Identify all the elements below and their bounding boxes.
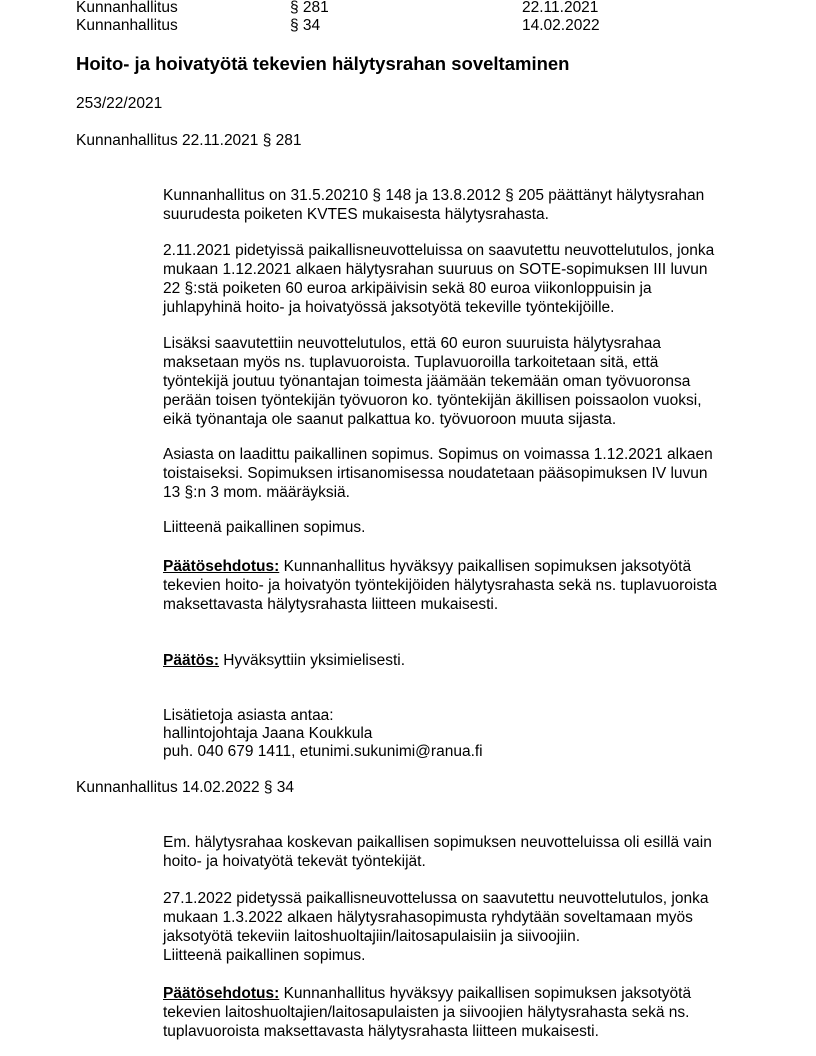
- meeting1-heading: Kunnanhallitus 22.11.2021 § 281: [76, 132, 302, 149]
- header-date-1: 22.11.2021: [522, 0, 599, 16]
- meeting2-heading: Kunnanhallitus 14.02.2022 § 34: [76, 779, 295, 796]
- proposal-label: Päätösehdotus:: [163, 985, 280, 1002]
- document-title: Hoito- ja hoivatyötä tekevien hälytysrahan soveltaminen: [76, 53, 570, 74]
- header-section-2: § 34: [290, 17, 321, 34]
- meeting1-paragraph-1: Kunnanhallitus on 31.5.20210 § 148 ja 13.8.2012 § 205 päättänyt hälytysrahan suurudesta poiketen KVTES mukaisesta hälytysrahasta.: [163, 187, 705, 223]
- meeting2-proposal: [163, 984, 691, 1041]
- case-number: 253/22/2021: [76, 95, 163, 112]
- decision-label: Päätös:: [163, 652, 219, 669]
- meeting2-paragraph-1: Em. hälytysrahaa koskevan paikallisen sopimuksen neuvotteluissa oli esillä vain hoito- ja hoivatyötä tekevät työntekijät.: [163, 834, 712, 870]
- meeting1-paragraph-4: Asiasta on laadittu paikallinen sopimus. Sopimus on voimassa 1.12.2021 alkaen toistaiseksi. Sopimuksen irtisanomisessa noudatetaan pääsopimuksen IV luvun 13 §:n 3 mom. määräyksiä.: [163, 446, 713, 501]
- meeting1-proposal: [163, 557, 717, 614]
- proposal-label: Päätösehdotus:: [163, 558, 280, 575]
- meeting1-paragraph-2: 2.11.2021 pidetyissä paikallisneuvotteluissa on saavutettu neuvottelutulos, jonka mukaan 1.12.2021 alkaen hälytysrahan suuruus on SOTE-sopimuksen III luvun 22 §:stä poiketen 60 euroa arkipäivisin sekä 80 euroa viikonloppuisin ja juhlapyhinä hoito- ja hoivatyössä jaksotyötä tekeville työntekijöille.: [163, 242, 715, 316]
- meeting1-contact: Lisätietoja asiasta antaa: hallintojohtaja Jaana Koukkula puh. 040 679 1411, etunimi.sukunimi@ranua.fi: [163, 707, 483, 760]
- header-body-1: Kunnanhallitus: [76, 0, 178, 16]
- meeting1-paragraph-3: Lisäksi saavutettiin neuvottelutulos, että 60 euron suuruista hälytysrahaa maksetaan myös ns. tuplavuoroista. Tuplavuoroilla tarkoitetaan sitä, että työntekijä joutuu työnantajan toimesta jäämään tekemään oman työvuoronsa perään toisen työntekijän työvuoron ko. työntekijän äkillisen poissaolon vuoksi, eikä työnantaja ole saanut palkattua ko. työvuoroon muuta sijasta.: [163, 335, 702, 428]
- header-section-1: § 281: [290, 0, 329, 16]
- header-date-2: 14.02.2022: [522, 17, 600, 34]
- decision-text: Hyväksyttiin yksimielisesti.: [219, 652, 406, 669]
- meeting1-decision: [163, 651, 405, 670]
- proposal-text: Kunnanhallitus hyväksyy paikallisen sopimuksen jaksotyötä tekevien hoito- ja hoivatyön työntekijöiden hälytysrahasta sekä ns. tuplavuoroista maksettavasta hälytysrahasta liitteen mukaisesti.: [163, 558, 718, 613]
- header-body-2: Kunnanhallitus: [76, 17, 178, 34]
- proposal-text: Kunnanhallitus hyväksyy paikallisen sopimuksen jaksotyötä tekevien laitoshuoltajien/laitosapulaisten ja siivoojien hälytysrahasta sekä ns. tuplavuoroista maksettavasta hälytysrahasta liitteen mukaisesti.: [163, 985, 692, 1040]
- meeting2-paragraph-2: 27.1.2022 pidetyssä paikallisneuvottelussa on saavutettu neuvottelutulos, jonka mukaan 1.3.2022 alkaen hälytysrahasopimusta ryhdytään soveltamaan myös jaksotyötä tekeviin laitoshuoltajiin/laitosapulaisiin ja siivoojiin. Liitteenä paikallinen sopimus.: [163, 890, 709, 964]
- meeting1-attachment-note: Liitteenä paikallinen sopimus.: [163, 519, 366, 536]
